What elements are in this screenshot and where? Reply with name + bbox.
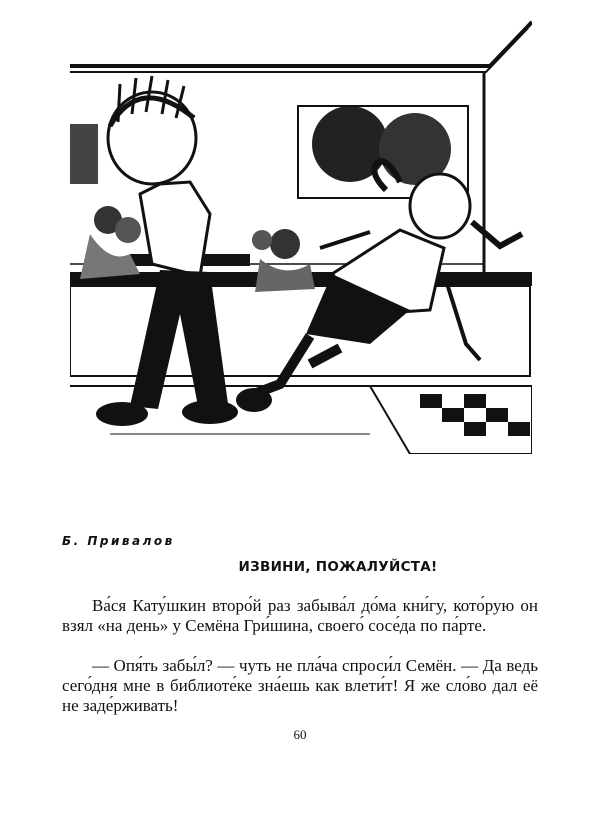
paragraph: — Опя́ть забы́л? — чуть не пла́ча спроси́л Семён. — Да ведь сего́дня мне в библиоте́ке зна́ешь как влети́т! Я же сло́во дал её не заде́рживать!	[62, 656, 538, 715]
classroom-illustration	[70, 14, 532, 454]
story-title: ИЗВИНИ, ПОЖАЛУЙСТА!	[238, 559, 438, 575]
author-name: Б. Привалов	[62, 534, 175, 548]
page-number: 60	[293, 727, 307, 742]
paragraph: Ва́ся Кату́шкин второ́й раз забыва́л до́ма кни́гу, кото́рую он взял «на день» у Семёна Гри́шина, своего́ сосе́да по па́рте.	[62, 596, 538, 635]
